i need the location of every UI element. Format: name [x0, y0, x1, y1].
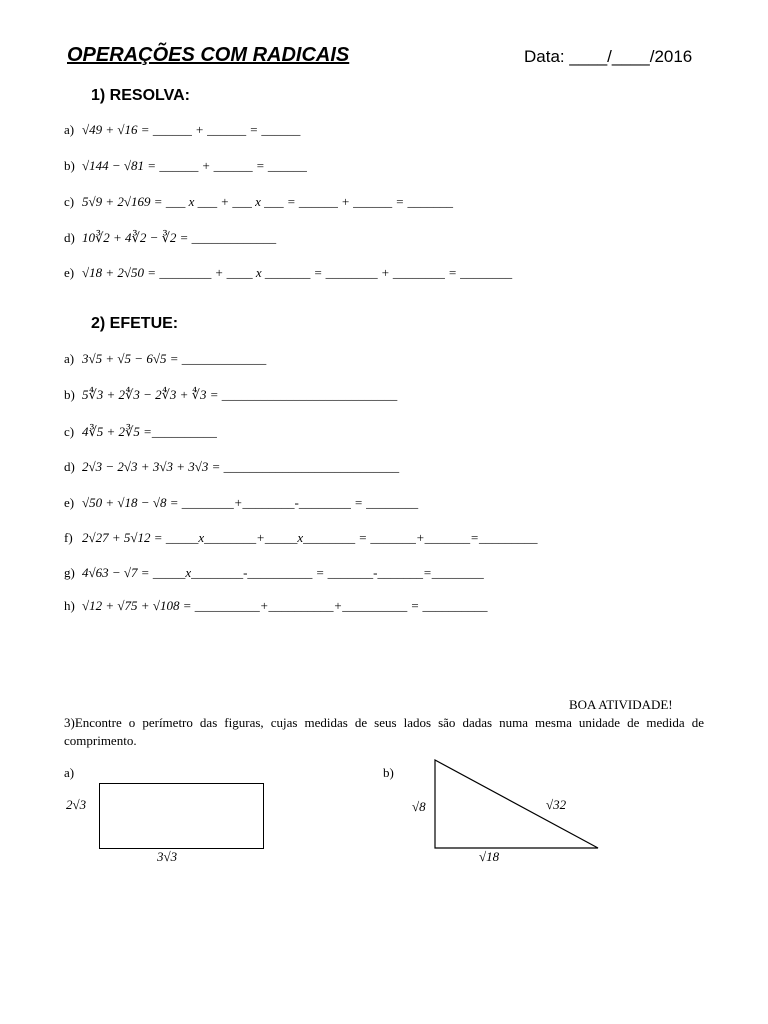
exercise-2b — [64, 387, 397, 403]
item-label: a) — [64, 122, 75, 137]
item-expression: √144 − √81 = ______ + ______ = ______ — [82, 158, 307, 173]
item-expression: 3√5 + √5 − 6√5 = _____________ — [82, 351, 267, 366]
item-expression: 2√27 + 5√12 = _____x________+_____x________ = _______+_______=_________ — [82, 530, 538, 545]
exercise-2e — [64, 495, 418, 511]
exercise-1b — [64, 158, 307, 174]
section1-heading: 1) RESOLVA: — [91, 87, 190, 104]
item-expression: √49 + √16 = ______ + ______ = ______ — [82, 122, 301, 137]
item-expression: √18 + 2√50 = ________ + ____ x _______ = ________ + ________ = ________ — [82, 265, 513, 280]
item-expression: √50 + √18 − √8 = ________+________-________ = ________ — [82, 495, 419, 510]
item-expression: 4∛5 + 2∛5 =__________ — [82, 424, 217, 439]
exercise-2f — [64, 530, 537, 546]
exercise-2d — [64, 459, 399, 475]
closing-note: BOA ATIVIDADE! — [569, 697, 673, 712]
exercise-1e — [64, 265, 512, 281]
page-title: OPERAÇÕES COM RADICAIS — [67, 44, 350, 66]
triangle-left-label: √8 — [412, 799, 426, 814]
item-expression: 2√3 − 2√3 + 3√3 + 3√3 = ___________________________ — [82, 459, 400, 474]
exercise-1a — [64, 122, 300, 138]
figure-a-label: a) — [64, 765, 75, 780]
item-expression: 4√63 − √7 = _____x________-__________ = _______-_______=________ — [82, 565, 484, 580]
date-field: Data: ____/____/2016 — [524, 47, 693, 66]
item-label: e) — [64, 495, 75, 510]
item-label: b) — [64, 387, 75, 402]
exercise-2g — [64, 565, 484, 581]
item-label: d) — [64, 459, 75, 474]
item-expression: 5∜3 + 2∜3 − 2∜3 + ∜3 = ___________________________ — [82, 387, 398, 402]
item-label: c) — [64, 424, 75, 439]
triangle-hypotenuse-label: √32 — [546, 797, 567, 812]
item-label: b) — [64, 158, 75, 173]
exercise-2a — [64, 351, 266, 367]
item-label: g) — [64, 565, 75, 580]
rectangle-figure — [99, 783, 264, 849]
figure-b-label: b) — [383, 765, 394, 780]
item-expression: 10∛2 + 4∛2 − ∛2 = _____________ — [82, 230, 277, 245]
exercise-2h — [64, 598, 488, 614]
item-label: h) — [64, 598, 75, 613]
rectangle-bottom-label: 3√3 — [157, 849, 178, 864]
section2-heading: 2) EFETUE: — [91, 315, 179, 332]
item-label: d) — [64, 230, 75, 245]
exercise-1c — [64, 194, 453, 210]
item-label: f) — [64, 530, 73, 545]
item-label: a) — [64, 351, 75, 366]
item-expression: √12 + √75 + √108 = __________+__________+__________ = __________ — [82, 598, 488, 613]
section3-text: 3)Encontre o perímetro das figuras, cujas medidas de seus lados são dadas numa mesma unidade de medida de comprimento. — [64, 715, 704, 748]
item-expression: 5√9 + 2√169 = ___ x ___ + ___ x ___ = ______ + ______ = _______ — [82, 194, 453, 209]
exercise-2c — [64, 424, 217, 440]
triangle-figure — [430, 755, 606, 853]
item-label: c) — [64, 194, 75, 209]
rectangle-side-label: 2√3 — [66, 797, 87, 812]
item-label: e) — [64, 265, 75, 280]
exercise-1d — [64, 230, 276, 246]
triangle-bottom-label: √18 — [479, 849, 500, 864]
